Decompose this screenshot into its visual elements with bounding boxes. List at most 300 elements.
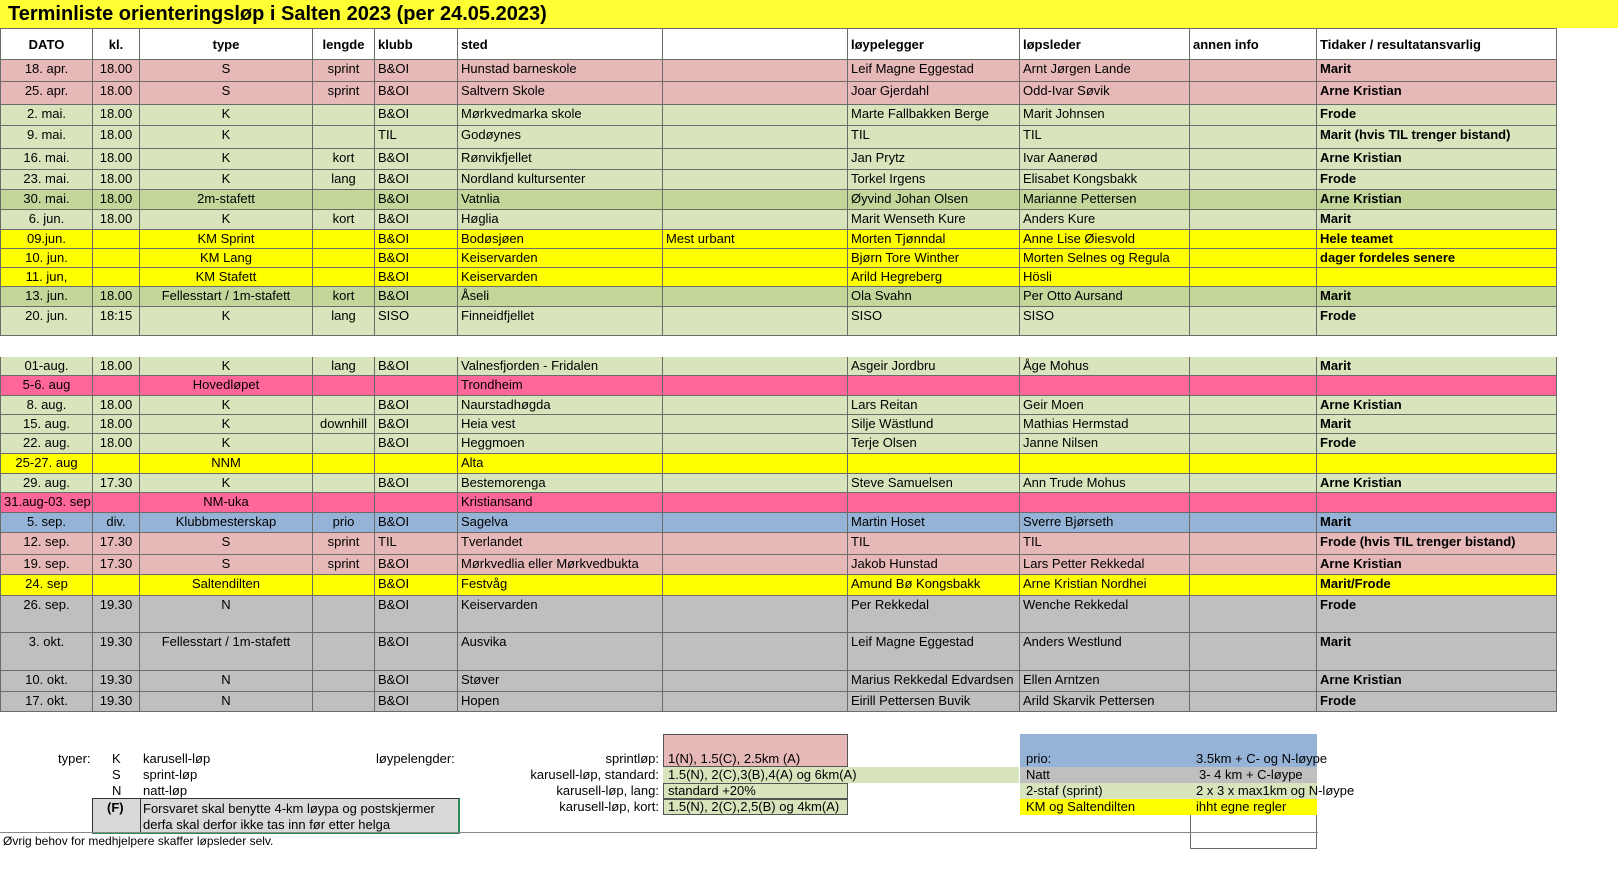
cell-annen-info: [1190, 60, 1317, 82]
cell-kl: div.: [93, 513, 140, 533]
cell-extra: [663, 376, 848, 396]
cell-sted: Alta: [458, 454, 663, 474]
table-row: [0, 230, 1618, 249]
cell-loypelegger: Amund Bø Kongsbakk: [848, 575, 1020, 596]
cell-sted: Høglia: [458, 210, 663, 230]
cell-lengde: [313, 454, 375, 474]
cell-extra: [663, 357, 848, 376]
sheet-title: Terminliste orienteringsløp i Salten 2023 (per 24.05.2023): [8, 3, 547, 25]
table-row: [0, 268, 1618, 287]
header-tidaker: Tidaker / resultatansvarlig: [1317, 28, 1557, 60]
cell-loypelegger: Silje Wästlund: [848, 415, 1020, 434]
cell-lopsleder: Ivar Aanerød: [1020, 149, 1190, 170]
cell-lopsleder: SISO: [1020, 307, 1190, 336]
cell-klubb: B&OI: [375, 415, 458, 434]
cell-annen-info: [1190, 474, 1317, 493]
cell-loypelegger: Torkel Irgens: [848, 170, 1020, 190]
cell-klubb: B&OI: [375, 671, 458, 692]
cell-kl: 18.00: [93, 170, 140, 190]
cell-kl: 19.30: [93, 633, 140, 671]
cell-annen-info: [1190, 287, 1317, 307]
cell-sted: Mørkvedmarka skole: [458, 105, 663, 126]
cell-kl: [93, 454, 140, 474]
cell-klubb: TIL: [375, 126, 458, 149]
cell-lengde: sprint: [313, 533, 375, 555]
legend-type-code: N: [112, 783, 122, 798]
table-row: [0, 287, 1618, 307]
cell-klubb: B&OI: [375, 149, 458, 170]
cell-tidaker: Marit: [1317, 210, 1557, 230]
cell-extra: [663, 513, 848, 533]
table-row: [0, 126, 1618, 149]
table-row: [0, 513, 1618, 533]
cell-kl: 18.00: [93, 190, 140, 210]
cell-klubb: B&OI: [375, 105, 458, 126]
cell-type: K: [140, 149, 313, 170]
cell-loypelegger: Morten Tjønndal: [848, 230, 1020, 249]
cell-dato: 18. apr.: [0, 60, 93, 82]
cell-lengde: [313, 493, 375, 513]
cell-annen-info: [1190, 190, 1317, 210]
length-label: karusell-løp, kort:: [559, 799, 659, 814]
cell-dato: 22. aug.: [0, 434, 93, 454]
table-row: [0, 149, 1618, 170]
cell-tidaker: Marit (hvis TIL trenger bistand): [1317, 126, 1557, 149]
cell-tidaker: Marit: [1317, 513, 1557, 533]
cell-kl: 18.00: [93, 415, 140, 434]
cell-dato: 24. sep: [0, 575, 93, 596]
title-bar: [0, 0, 1618, 28]
cell-klubb: B&OI: [375, 555, 458, 575]
table-row: [0, 692, 1618, 712]
cell-klubb: B&OI: [375, 474, 458, 493]
cell-tidaker: [1317, 376, 1557, 396]
cell-loypelegger: [848, 454, 1020, 474]
cell-lengde: [313, 190, 375, 210]
cell-type: KM Lang: [140, 249, 313, 268]
cell-annen-info: [1190, 268, 1317, 287]
cell-lengde: kort: [313, 210, 375, 230]
cell-loypelegger: Per Rekkedal: [848, 596, 1020, 633]
cell-sted: Ausvika: [458, 633, 663, 671]
cell-klubb: B&OI: [375, 596, 458, 633]
table-row: [0, 190, 1618, 210]
cell-type: Saltendilten: [140, 575, 313, 596]
cell-annen-info: [1190, 170, 1317, 190]
cell-extra: [663, 671, 848, 692]
cell-kl: 18.00: [93, 105, 140, 126]
cell-sted: Støver: [458, 671, 663, 692]
cell-lengde: [313, 396, 375, 415]
cell-lopsleder: Ann Trude Mohus: [1020, 474, 1190, 493]
cell-type: Hovedløpet: [140, 376, 313, 396]
cell-type: N: [140, 596, 313, 633]
cell-annen-info: [1190, 671, 1317, 692]
cell-sted: Mørkvedlia eller Mørkvedbukta: [458, 555, 663, 575]
cell-lopsleder: Arild Skarvik Pettersen: [1020, 692, 1190, 712]
cell-sted: Nordland kultursenter: [458, 170, 663, 190]
cell-dato: 30. mai.: [0, 190, 93, 210]
cell-extra: [663, 126, 848, 149]
f-text-1: Forsvaret skal benytte 4-km løypa og postskjermer: [143, 801, 435, 816]
cell-sted: Bestemorenga: [458, 474, 663, 493]
cell-kl: 17.30: [93, 533, 140, 555]
cell-annen-info: [1190, 513, 1317, 533]
cell-lengde: [313, 268, 375, 287]
cell-tidaker: Frode: [1317, 105, 1557, 126]
cell-dato: 25-27. aug: [0, 454, 93, 474]
cell-tidaker: Arne Kristian: [1317, 396, 1557, 415]
cell-tidaker: dager fordeles senere: [1317, 249, 1557, 268]
table-row: [0, 596, 1618, 633]
length-value: 1(N), 1.5(C), 2.5km (A): [668, 751, 801, 766]
cell-dato: 29. aug.: [0, 474, 93, 493]
header-sted: sted: [458, 28, 663, 60]
cell-dato: 19. sep.: [0, 555, 93, 575]
cell-tidaker: Frode (hvis TIL trenger bistand): [1317, 533, 1557, 555]
f-text-2: derfa skal derfor ikke tas inn før etter helga: [143, 817, 391, 832]
cell-type: K: [140, 434, 313, 454]
cell-annen-info: [1190, 454, 1317, 474]
cell-type: S: [140, 533, 313, 555]
cell-extra: [663, 190, 848, 210]
rule-label: 2-staf (sprint): [1026, 783, 1103, 798]
cell-lopsleder: Ellen Arntzen: [1020, 671, 1190, 692]
cell-lengde: lang: [313, 307, 375, 336]
cell-tidaker: Arne Kristian: [1317, 555, 1557, 575]
cell-sted: Heia vest: [458, 415, 663, 434]
cell-kl: 18:15: [93, 307, 140, 336]
cell-loypelegger: Terje Olsen: [848, 434, 1020, 454]
cell-dato: 3. okt.: [0, 633, 93, 671]
cell-sted: Hopen: [458, 692, 663, 712]
table-row: [0, 307, 1618, 336]
cell-kl: [93, 249, 140, 268]
length-label: karusell-løp, standard:: [530, 767, 659, 782]
cell-extra: [663, 170, 848, 190]
cell-klubb: [375, 376, 458, 396]
cell-sted: Heggmoen: [458, 434, 663, 454]
cell-annen-info: [1190, 575, 1317, 596]
cell-lengde: [313, 249, 375, 268]
loypelengder-label: løypelengder:: [376, 751, 455, 766]
cell-lengde: kort: [313, 287, 375, 307]
cell-lengde: sprint: [313, 60, 375, 82]
table-row: [0, 82, 1618, 105]
cell-sted: Bodøsjøen: [458, 230, 663, 249]
cell-lengde: sprint: [313, 82, 375, 105]
cell-sted: Keiservarden: [458, 268, 663, 287]
cell-kl: 18.00: [93, 287, 140, 307]
cell-type: K: [140, 126, 313, 149]
legend-type-desc: natt-løp: [143, 783, 188, 798]
legend-type-desc: karusell-løp: [143, 751, 211, 766]
cell-loypelegger: SISO: [848, 307, 1020, 336]
cell-sted: Hunstad barneskole: [458, 60, 663, 82]
cell-klubb: SISO: [375, 307, 458, 336]
cell-lopsleder: Marit Johnsen: [1020, 105, 1190, 126]
cell-loypelegger: Steve Samuelsen: [848, 474, 1020, 493]
cell-loypelegger: Leif Magne Eggestad: [848, 633, 1020, 671]
cell-lopsleder: [1020, 454, 1190, 474]
rule-value: 3.5km + C- og N-løype: [1196, 751, 1328, 766]
cell-lopsleder: Elisabet Kongsbakk: [1020, 170, 1190, 190]
cell-annen-info: [1190, 357, 1317, 376]
cell-loypelegger: Marit Wenseth Kure: [848, 210, 1020, 230]
cell-tidaker: Frode: [1317, 307, 1557, 336]
cell-tidaker: Arne Kristian: [1317, 190, 1557, 210]
cell-kl: [93, 376, 140, 396]
cell-lengde: lang: [313, 357, 375, 376]
cell-tidaker: Arne Kristian: [1317, 149, 1557, 170]
cell-dato: 10. okt.: [0, 671, 93, 692]
cell-kl: 17.30: [93, 555, 140, 575]
cell-type: S: [140, 555, 313, 575]
cell-sted: Vatnlia: [458, 190, 663, 210]
cell-loypelegger: Marius Rekkedal Edvardsen: [848, 671, 1020, 692]
cell-kl: 18.00: [93, 396, 140, 415]
cell-loypelegger: Jakob Hunstad: [848, 555, 1020, 575]
cell-loypelegger: Marte Fallbakken Berge: [848, 105, 1020, 126]
cell-sted: Åseli: [458, 287, 663, 307]
length-value: 1.5(N), 2(C),3(B),4(A) og 6km(A): [668, 767, 857, 782]
cell-dato: 6. jun.: [0, 210, 93, 230]
header-loypelegger: løypelegger: [848, 28, 1020, 60]
cell-sted: Sagelva: [458, 513, 663, 533]
cell-sted: Saltvern Skole: [458, 82, 663, 105]
cell-type: K: [140, 415, 313, 434]
cell-kl: 18.00: [93, 60, 140, 82]
legend-typer-label: typer:: [58, 751, 91, 766]
cell-kl: [93, 230, 140, 249]
cell-extra: [663, 268, 848, 287]
cell-dato: 5-6. aug: [0, 376, 93, 396]
cell-tidaker: Marit/Frode: [1317, 575, 1557, 596]
cell-kl: 17.30: [93, 474, 140, 493]
cell-extra: [663, 287, 848, 307]
rule-label: KM og Saltendilten: [1026, 799, 1136, 814]
cell-type: K: [140, 170, 313, 190]
cell-klubb: B&OI: [375, 190, 458, 210]
table-row: [0, 633, 1618, 671]
cell-lopsleder: Janne Nilsen: [1020, 434, 1190, 454]
cell-type: N: [140, 671, 313, 692]
cell-klubb: B&OI: [375, 357, 458, 376]
spacer-row: [0, 336, 1618, 357]
cell-lopsleder: Anders Westlund: [1020, 633, 1190, 671]
cell-loypelegger: TIL: [848, 533, 1020, 555]
cell-klubb: TIL: [375, 533, 458, 555]
cell-tidaker: Frode: [1317, 692, 1557, 712]
cell-lopsleder: Odd-Ivar Søvik: [1020, 82, 1190, 105]
cell-kl: 19.30: [93, 596, 140, 633]
cell-loypelegger: Ola Svahn: [848, 287, 1020, 307]
cell-dato: 5. sep.: [0, 513, 93, 533]
cell-type: K: [140, 474, 313, 493]
table-row: [0, 474, 1618, 493]
cell-klubb: [375, 454, 458, 474]
cell-type: Fellesstart / 1m-stafett: [140, 633, 313, 671]
header-extra: [663, 28, 848, 60]
cell-type: K: [140, 357, 313, 376]
cell-sted: Keiservarden: [458, 596, 663, 633]
cell-klubb: B&OI: [375, 434, 458, 454]
length-value: standard +20%: [668, 783, 756, 798]
cell-type: K: [140, 210, 313, 230]
cell-sted: Godøynes: [458, 126, 663, 149]
cell-loypelegger: Eirill Pettersen Buvik: [848, 692, 1020, 712]
cell-lopsleder: Arne Kristian Nordhei: [1020, 575, 1190, 596]
cell-annen-info: [1190, 533, 1317, 555]
rule-value: 2 x 3 x max1km og N-løype: [1196, 783, 1355, 798]
cell-lengde: [313, 230, 375, 249]
cell-klubb: B&OI: [375, 230, 458, 249]
cell-type: 2m-stafett: [140, 190, 313, 210]
cell-kl: [93, 268, 140, 287]
cell-extra: [663, 596, 848, 633]
cell-kl: 18.00: [93, 82, 140, 105]
table-row: [0, 60, 1618, 82]
cell-annen-info: [1190, 555, 1317, 575]
table-row: [0, 533, 1618, 555]
cell-dato: 09.jun.: [0, 230, 93, 249]
cell-sted: Tverlandet: [458, 533, 663, 555]
cell-lopsleder: Morten Selnes og Regula: [1020, 249, 1190, 268]
cell-type: K: [140, 105, 313, 126]
table-row: [0, 454, 1618, 474]
cell-lengde: prio: [313, 513, 375, 533]
cell-loypelegger: Asgeir Jordbru: [848, 357, 1020, 376]
cell-dato: 20. jun.: [0, 307, 93, 336]
cell-annen-info: [1190, 126, 1317, 149]
cell-sted: Valnesfjorden - Fridalen: [458, 357, 663, 376]
cell-klubb: B&OI: [375, 287, 458, 307]
cell-lengde: [313, 671, 375, 692]
header-lopsleder: løpsleder: [1020, 28, 1190, 60]
cell-type: S: [140, 60, 313, 82]
cell-tidaker: Marit: [1317, 633, 1557, 671]
cell-sted: Festvåg: [458, 575, 663, 596]
cell-tidaker: Frode: [1317, 596, 1557, 633]
cell-lengde: [313, 596, 375, 633]
cell-extra: [663, 149, 848, 170]
legend-type-code: S: [112, 767, 121, 782]
cell-lengde: [313, 434, 375, 454]
cell-loypelegger: Jan Prytz: [848, 149, 1020, 170]
cell-annen-info: [1190, 210, 1317, 230]
cell-extra: [663, 82, 848, 105]
cell-extra: [663, 396, 848, 415]
table-row: [0, 671, 1618, 692]
cell-lopsleder: Sverre Bjørseth: [1020, 513, 1190, 533]
cell-dato: 31.aug-03. sep: [0, 493, 93, 513]
footer-note: Øvrig behov for medhjelpere skaffer løpsleder selv.: [3, 834, 274, 848]
cell-extra: [663, 493, 848, 513]
table-row: [0, 555, 1618, 575]
header-dato: DATO: [0, 28, 93, 60]
cell-extra: [663, 210, 848, 230]
cell-dato: 23. mai.: [0, 170, 93, 190]
cell-lengde: sprint: [313, 555, 375, 575]
cell-lopsleder: Mathias Hermstad: [1020, 415, 1190, 434]
cell-klubb: B&OI: [375, 692, 458, 712]
cell-sted: Naurstadhøgda: [458, 396, 663, 415]
forsvaret-note-box: [92, 798, 460, 834]
cell-lengde: [313, 692, 375, 712]
cell-klubb: B&OI: [375, 82, 458, 105]
cell-lengde: [313, 575, 375, 596]
length-label: karusell-løp, lang:: [556, 783, 659, 798]
cell-type: Klubbmesterskap: [140, 513, 313, 533]
cell-lopsleder: TIL: [1020, 126, 1190, 149]
cell-annen-info: [1190, 434, 1317, 454]
cell-tidaker: Arne Kristian: [1317, 82, 1557, 105]
cell-loypelegger: Lars Reitan: [848, 396, 1020, 415]
cell-dato: 17. okt.: [0, 692, 93, 712]
cell-dato: 01-aug.: [0, 357, 93, 376]
cell-klubb: B&OI: [375, 210, 458, 230]
cell-type: S: [140, 82, 313, 105]
cell-klubb: B&OI: [375, 268, 458, 287]
table-row: [0, 210, 1618, 230]
cell-annen-info: [1190, 249, 1317, 268]
cell-dato: 11. jun,: [0, 268, 93, 287]
cell-lengde: [313, 474, 375, 493]
cell-dato: 10. jun.: [0, 249, 93, 268]
header-info: annen info: [1190, 28, 1317, 60]
cell-lopsleder: Lars Petter Rekkedal: [1020, 555, 1190, 575]
cell-kl: 18.00: [93, 434, 140, 454]
cell-kl: 18.00: [93, 149, 140, 170]
cell-dato: 25. apr.: [0, 82, 93, 105]
cell-extra: [663, 692, 848, 712]
cell-loypelegger: Joar Gjerdahl: [848, 82, 1020, 105]
cell-annen-info: [1190, 230, 1317, 249]
table-row: [0, 493, 1618, 513]
cell-loypelegger: Arild Hegreberg: [848, 268, 1020, 287]
cell-extra: [663, 533, 848, 555]
cell-klubb: [375, 493, 458, 513]
cell-lengde: downhill: [313, 415, 375, 434]
cell-sted: Keiservarden: [458, 249, 663, 268]
cell-type: K: [140, 396, 313, 415]
cell-tidaker: Hele teamet: [1317, 230, 1557, 249]
cell-klubb: B&OI: [375, 575, 458, 596]
cell-annen-info: [1190, 633, 1317, 671]
table-row: [0, 396, 1618, 415]
cell-tidaker: Marit: [1317, 60, 1557, 82]
cell-sted: Rønvikfjellet: [458, 149, 663, 170]
cell-kl: 19.30: [93, 671, 140, 692]
cell-lengde: [313, 126, 375, 149]
cell-annen-info: [1190, 415, 1317, 434]
cell-type: NM-uka: [140, 493, 313, 513]
cell-annen-info: [1190, 493, 1317, 513]
cell-extra: [663, 105, 848, 126]
cell-extra: [663, 575, 848, 596]
cell-extra: [663, 60, 848, 82]
cell-dato: 15. aug.: [0, 415, 93, 434]
cell-extra: [663, 555, 848, 575]
rule-value: 3- 4 km + C-løype: [1199, 767, 1303, 782]
cell-kl: 19.30: [93, 692, 140, 712]
cell-dato: 2. mai.: [0, 105, 93, 126]
cell-annen-info: [1190, 376, 1317, 396]
cell-extra: Mest urbant: [663, 230, 848, 249]
cell-sted: Kristiansand: [458, 493, 663, 513]
cell-sted: Trondheim: [458, 376, 663, 396]
cell-lopsleder: TIL: [1020, 533, 1190, 555]
